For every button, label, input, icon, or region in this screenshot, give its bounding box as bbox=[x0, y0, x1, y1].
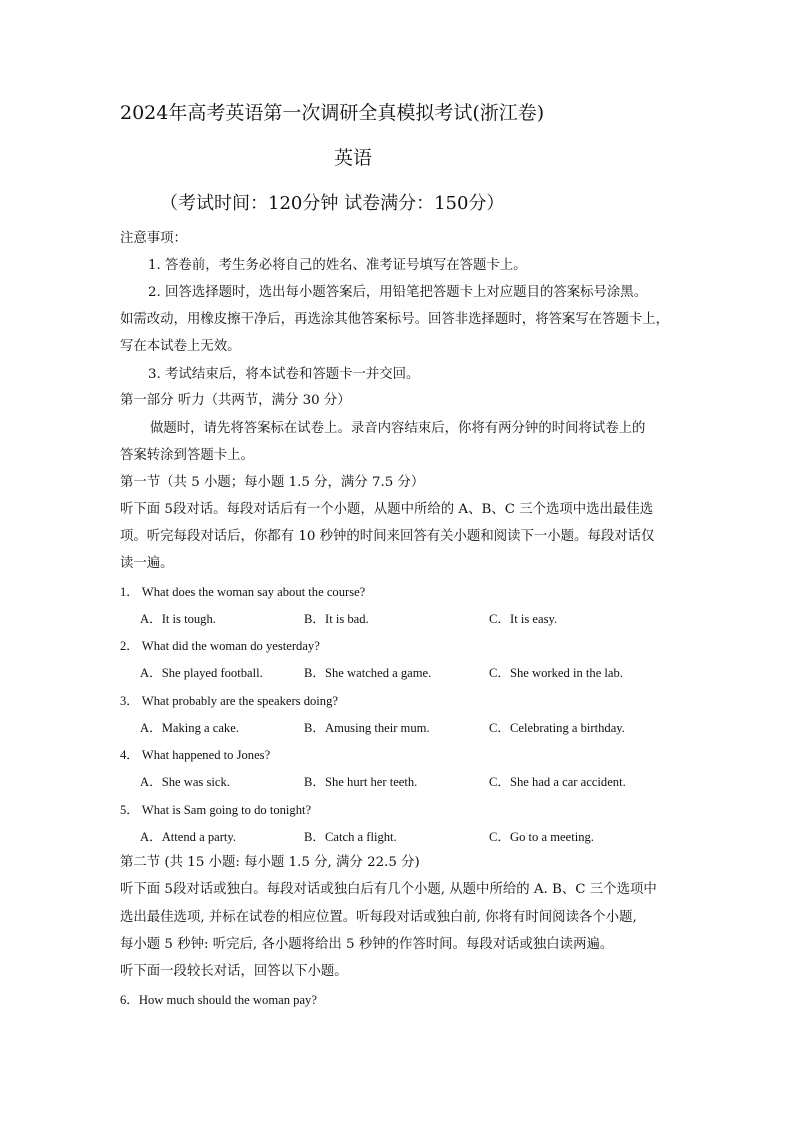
section2-sub-instruction: 听下面一段较长对话，回答以下小题。 bbox=[120, 964, 348, 979]
question-stem: 4． What happened to Jones? bbox=[120, 748, 271, 762]
option-a: A．It is tough. bbox=[140, 612, 216, 626]
option-b: B．Catch a flight. bbox=[304, 830, 397, 844]
section2-heading: 第二节 (共 15 小题: 每小题 1.5 分, 满分 22.5 分) bbox=[120, 855, 420, 870]
section2-instructions: 选出最佳选项, 并标在试卷的相应位置。听每段对话或独白前, 你将有时间阅读各个小题, bbox=[120, 910, 637, 925]
part1-intro: 答案转涂到答题卡上。 bbox=[120, 448, 254, 463]
notes-item: 3. 考试结束后，将本试卷和答题卡一并交回。 bbox=[148, 367, 420, 382]
option-c: C．It is easy. bbox=[489, 612, 558, 626]
notes-item: 2. 回答选择题时，选出每小题答案后，用铅笔把答题卡上对应题目的答案标号涂黑。 bbox=[148, 285, 648, 300]
subject-title: 英语 bbox=[334, 147, 373, 169]
option-c: C．She worked in the lab. bbox=[489, 666, 623, 680]
part1-heading: 第一部分 听力（共两节，满分 30 分） bbox=[120, 393, 351, 408]
question-stem: 5． What is Sam going to do tonight? bbox=[120, 803, 312, 817]
notes-item: 1. 答卷前，考生务必将自己的姓名、准考证号填写在答题卡上。 bbox=[148, 258, 527, 273]
question-stem: 6．How much should the woman pay? bbox=[120, 993, 317, 1007]
option-b: B．Amusing their mum. bbox=[304, 721, 430, 735]
section1-instructions: 项。听完每段对话后，你都有 10 秒钟的时间来回答有关小题和阅读下一小题。每段对话仅 bbox=[120, 529, 655, 544]
option-c: C．Go to a meeting. bbox=[489, 830, 594, 844]
section1-heading: 第一节（共 5 小题；每小题 1.5 分，满分 7.5 分） bbox=[120, 475, 425, 490]
exam-time-info: （考试时间：120分钟 试卷满分：150分） bbox=[160, 193, 505, 214]
question-stem: 3． What probably are the speakers doing? bbox=[120, 694, 338, 708]
section2-instructions: 听下面 5段对话或独白。每段对话或独白后有几个小题, 从题中所给的 A. B、C 三个选项中 bbox=[120, 882, 657, 897]
exam-title: 2024年高考英语第一次调研全真模拟考试(浙江卷) bbox=[120, 102, 545, 124]
question-stem: 2． What did the woman do yesterday? bbox=[120, 639, 320, 653]
option-a: A．Making a cake. bbox=[140, 721, 239, 735]
section1-instructions: 读一遍。 bbox=[120, 556, 174, 571]
option-b: B．She watched a game. bbox=[304, 666, 432, 680]
notes-item: 如需改动，用橡皮擦干净后，再选涂其他答案标号。回答非选择题时，将答案写在答题卡上， bbox=[120, 312, 670, 327]
option-b: B．It is bad. bbox=[304, 612, 369, 626]
section1-instructions: 听下面 5段对话。每段对话后有一个小题，从题中所给的 A、B、C 三个选项中选出最佳选 bbox=[120, 502, 654, 517]
part1-intro: 做题时，请先将答案标在试卷上。录音内容结束后，你将有两分钟的时间将试卷上的 bbox=[150, 421, 646, 436]
section2-instructions: 每小题 5 秒钟: 听完后, 各小题将给出 5 秒钟的作答时间。每段对话或独白读两遍。 bbox=[120, 937, 614, 952]
question-stem: 1． What does the woman say about the course? bbox=[120, 585, 366, 599]
option-c: C．She had a car accident. bbox=[489, 775, 626, 789]
option-b: B．She hurt her teeth. bbox=[304, 775, 418, 789]
option-a: A．She played football. bbox=[140, 666, 263, 680]
option-a: A．She was sick. bbox=[140, 775, 230, 789]
notes-heading: 注意事项： bbox=[120, 231, 187, 246]
option-c: C．Celebrating a birthday. bbox=[489, 721, 625, 735]
notes-item: 写在本试卷上无效。 bbox=[120, 339, 241, 354]
option-a: A．Attend a party. bbox=[140, 830, 237, 844]
